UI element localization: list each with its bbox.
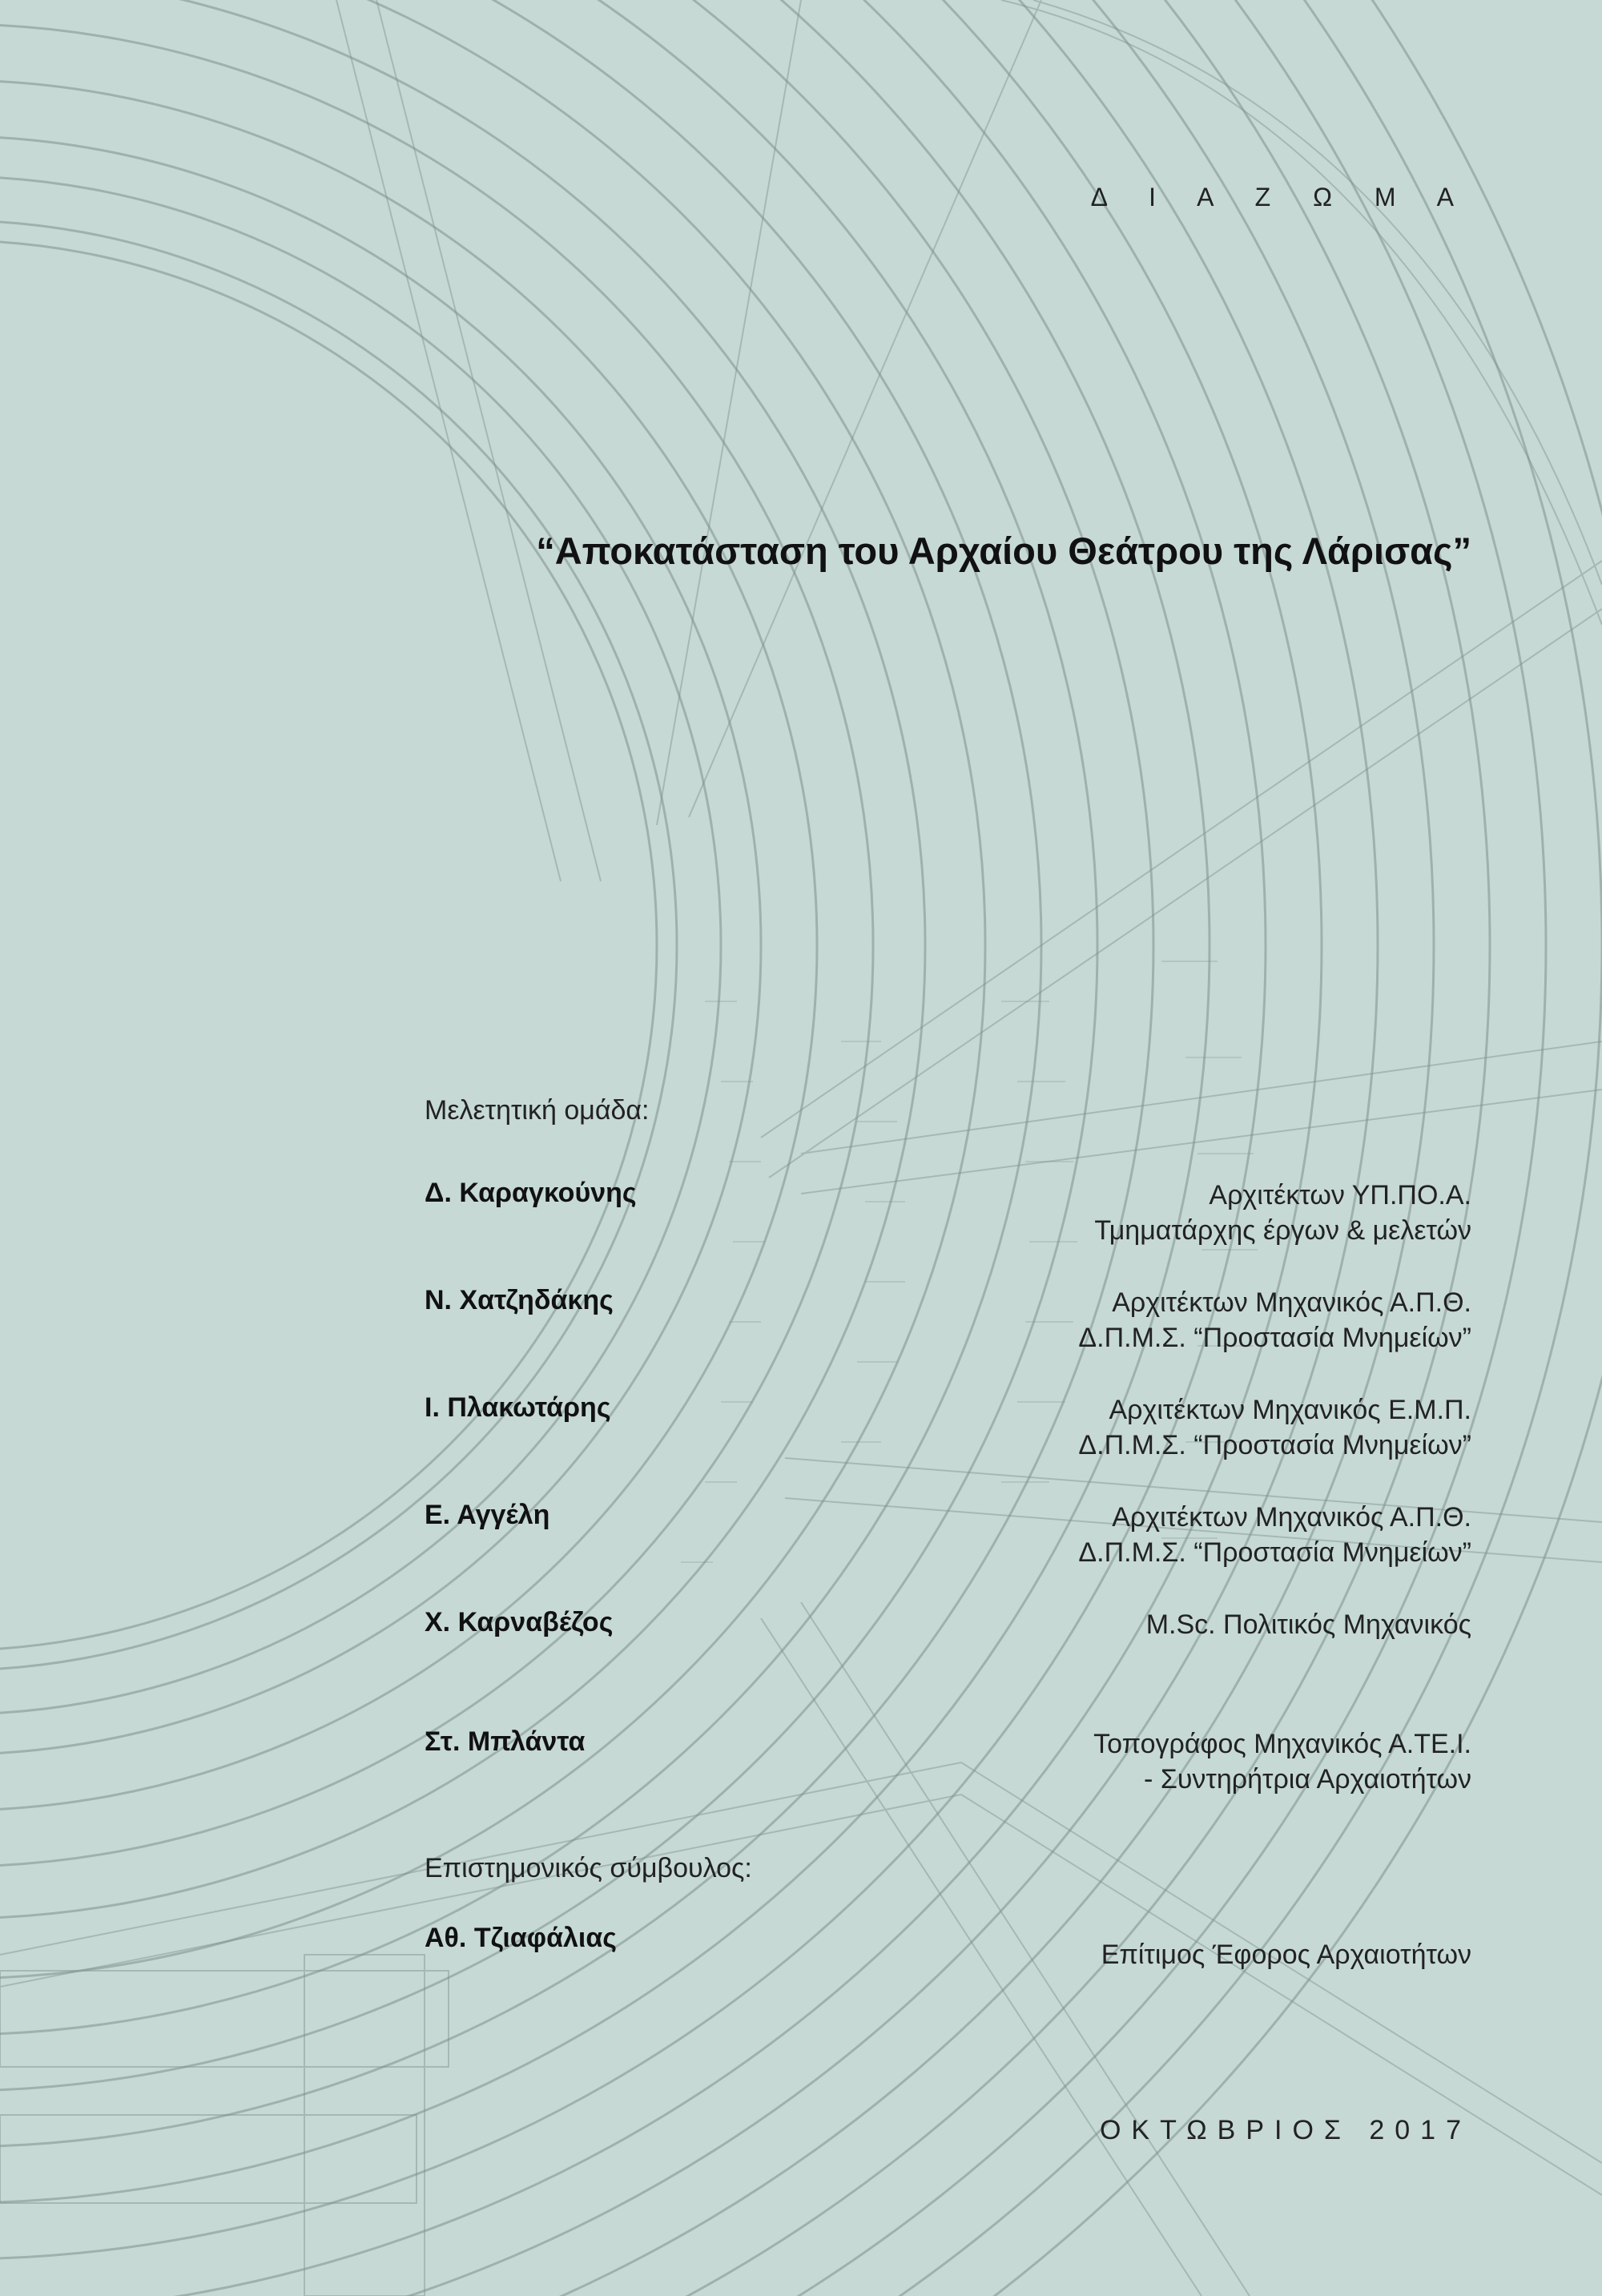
member-role-line: Αρχιτέκτων Μηχανικός Α.Π.Θ. xyxy=(1112,1502,1471,1533)
team-member xyxy=(425,1500,1471,1572)
member-name: Ν. Χατζηδάκης xyxy=(425,1285,614,1315)
member-role-line: Δ.Π.Μ.Σ. “Προστασία Μνημείων” xyxy=(1078,1323,1471,1353)
member-role-line: Δ.Π.Μ.Σ. “Προστασία Μνημείων” xyxy=(1078,1537,1471,1568)
advisor-label: Επιστημονικός σύμβουλος: xyxy=(425,1853,752,1883)
member-role xyxy=(1078,1392,1471,1463)
member-role xyxy=(1078,1285,1471,1355)
member-name: Δ. Καραγκούνης xyxy=(425,1178,637,1208)
member-role xyxy=(1146,1607,1471,1642)
member-name: Στ. Μπλάντα xyxy=(425,1726,586,1757)
member-role-line: Τμηματάρχης έργων & μελετών xyxy=(1094,1215,1471,1246)
team-member xyxy=(425,1285,1471,1357)
member-role-line: Αρχιτέκτων Μηχανικός Α.Π.Θ. xyxy=(1112,1287,1471,1318)
member-role xyxy=(1093,1726,1471,1797)
member-name: Ε. Αγγέλη xyxy=(425,1500,550,1530)
member-role xyxy=(1094,1178,1471,1248)
page-title: “Αποκατάσταση του Αρχαίου Θεάτρου της Λάρισας” xyxy=(536,530,1471,572)
member-role-line: Δ.Π.Μ.Σ. “Προστασία Μνημείων” xyxy=(1078,1430,1471,1460)
team-member xyxy=(425,1178,1471,1250)
member-name: Ι. Πλακωτάρης xyxy=(425,1392,611,1423)
member-role-line: Τοπογράφος Μηχανικός Α.ΤΕ.Ι. xyxy=(1093,1729,1471,1759)
member-role-line: Αρχιτέκτων Μηχανικός Ε.Μ.Π. xyxy=(1109,1395,1471,1425)
member-role-line: M.Sc. Πολιτικός Μηχανικός xyxy=(1145,1609,1471,1640)
member-role-line: - Συντηρήτρια Αρχαιοτήτων xyxy=(1144,1764,1471,1795)
advisor-role xyxy=(1101,1937,1471,1972)
team-member xyxy=(425,1607,1471,1679)
organization-name: Δ Ι Α Ζ Ω Μ Α xyxy=(1090,183,1471,211)
team-label: Μελετητική ομάδα: xyxy=(425,1095,650,1126)
member-name: Χ. Καρναβέζος xyxy=(425,1607,614,1637)
advisor-role-line: Επίτιμος Έφορος Αρχαιοτήτων xyxy=(1101,1940,1471,1970)
team-member xyxy=(425,1392,1471,1464)
team-member xyxy=(425,1726,1471,1799)
member-role-line: Αρχιτέκτων ΥΠ.ΠΟ.Α. xyxy=(1209,1180,1471,1210)
publication-date: ΟΚΤΩΒΡΙΟΣ 2017 xyxy=(1099,2115,1471,2145)
advisor-name: Αθ. Τζιαφάλιας xyxy=(425,1923,617,1953)
member-role xyxy=(1078,1500,1471,1570)
advisor xyxy=(425,1923,1471,1995)
